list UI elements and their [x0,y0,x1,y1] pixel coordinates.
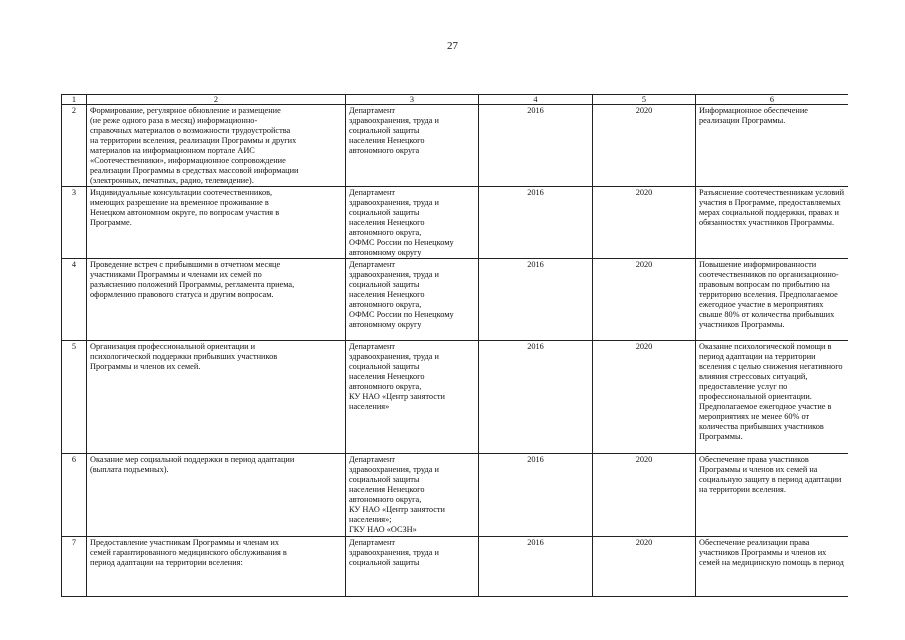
result-cell-line: профессиональной ориентации. [699,392,812,401]
activity-cell [87,537,346,597]
row-number-cell: 6 [62,454,87,537]
activity-cell-line: (выплата подъемных). [90,465,169,474]
result-cell-line: Разъяснение соотечественникам условий [699,188,845,197]
result-cell-line: Обеспечение реализации права [699,538,810,547]
executor-cell-line: Департамент [349,538,396,547]
executor-cell-line: Департамент [349,106,396,115]
activity-cell-line: Индивидуальные консультации соотечественников, [90,188,273,197]
executor-cell-line: ОФМС России по Ненецкому [349,310,454,319]
result-cell-line: период адаптации на территории [699,352,816,361]
end-year-cell: 2020 [593,341,696,454]
executor-cell-line: автономного округа, [349,382,422,391]
activity-cell [87,187,346,259]
activity-cell-line: имеющих разрешение на временное проживание в [90,198,269,207]
executor-cell-line: населения Ненецкого [349,136,425,145]
result-cell-line: участников Программы и членов их [699,548,827,557]
activity-cell [87,454,346,537]
activity-cell-line: семей гарантированного медицинского обслуживания в [90,548,287,557]
executor-cell-line: населения Ненецкого [349,372,425,381]
result-cell-line: социальную защиту в период адаптации [699,475,842,484]
executor-cell [346,454,479,537]
executor-cell-line: здравоохранения, труда и [349,352,439,361]
activity-cell-line: «Соотечественники», информационное сопровождение [90,156,286,165]
result-cell-line: участия в Программе, предоставляемых [699,198,841,207]
executor-cell-line: автономного округа, [349,228,422,237]
table-row [62,187,849,259]
result-cell-line: влияния стрессовых ситуаций, [699,372,808,381]
result-cell-line: территорию вселения. Предполагаемое [699,290,838,299]
executor-cell-line: автономного округа [349,146,420,155]
result-cell-line: Предполагаемое ежегодное участие в [699,402,832,411]
executor-cell-line: Департамент [349,188,396,197]
activity-cell-line: психологической поддержки прибывших участников [90,352,278,361]
start-year-cell: 2016 [479,187,593,259]
activity-cell-line: Проведение встреч с прибывшими в отчетном месяце [90,260,281,269]
activity-cell [87,105,346,187]
executor-cell-line: КУ НАО «Центр занятости [349,392,446,401]
executor-cell-line: здравоохранения, труда и [349,465,439,474]
executor-cell-line: населения» [349,402,390,411]
program-activities-table [61,94,848,597]
column-header: 2 [87,95,346,105]
executor-cell [346,537,479,597]
executor-cell [346,259,479,341]
executor-cell [346,187,479,259]
executor-cell-line: населения Ненецкого [349,218,425,227]
executor-cell-line: автономного округа, [349,300,422,309]
executor-cell-line: населения Ненецкого [349,485,425,494]
result-cell-line: реализации Программы. [699,116,786,125]
end-year-cell: 2020 [593,187,696,259]
result-cell-line: вселения с целью снижения негативного [699,362,843,371]
activity-cell-line: справочных материалов о возможности трудоустройства [90,126,291,135]
table-row [62,454,849,537]
end-year-cell: 2020 [593,537,696,597]
row-number-cell: 2 [62,105,87,187]
result-cell-line: соотечественников по организационно- [699,270,839,279]
result-cell-line: ежегодное участие в мероприятиях [699,300,824,309]
executor-cell-line: ОФМС России по Ненецкому [349,238,454,247]
executor-cell [346,105,479,187]
activity-cell [87,259,346,341]
result-cell [696,537,849,597]
executor-cell-line: здравоохранения, труда и [349,270,439,279]
result-cell-line: мерах социальной поддержки, правах и [699,208,839,217]
result-cell-line: правовым вопросам по прибытию на [699,280,830,289]
result-cell-line: Обеспечение права участников [699,455,809,464]
executor-cell-line: автономному округу [349,320,422,329]
program-table-wrapper [61,94,848,640]
activity-cell-line: оформлению правового статуса и другим вопросам. [90,290,274,299]
row-number-cell: 4 [62,259,87,341]
executor-cell-line: ГКУ НАО «ОСЗН» [349,525,417,534]
page-number: 27 [447,40,458,52]
column-header: 3 [346,95,479,105]
activity-cell-line: участниками Программы и членами их семей по [90,270,262,279]
column-header: 6 [696,95,849,105]
start-year-cell: 2016 [479,341,593,454]
column-header: 1 [62,95,87,105]
executor-cell-line: здравоохранения, труда и [349,548,439,557]
activity-cell-line: материалов на информационном портале АИС [90,146,255,155]
executor-cell-line: социальной защиты [349,362,420,371]
end-year-cell: 2020 [593,259,696,341]
executor-cell-line: населения Ненецкого [349,290,425,299]
activity-cell-line: разъяснению положений Программы, регламента приема, [90,280,295,289]
activity-cell-line: Оказание мер социальной поддержки в период адаптации [90,455,295,464]
column-header: 5 [593,95,696,105]
executor-cell-line: автономного округа, [349,495,422,504]
table-row [62,341,849,454]
column-header: 4 [479,95,593,105]
activity-cell-line: на территории вселения, реализации Программы и других [90,136,297,145]
table-row [62,537,849,597]
executor-cell-line: КУ НАО «Центр занятости [349,505,446,514]
result-cell-line: на территории вселения. [699,485,786,494]
executor-cell-line: автономному округу [349,248,422,257]
executor-cell-line: населения»; [349,515,392,524]
result-cell-line: мероприятиях не менее 60% от [699,412,810,421]
activity-cell-line: Организация профессиональной ориентации и [90,342,256,351]
executor-cell-line: Департамент [349,260,396,269]
result-cell-line: семей на медицинскую помощь в период [699,558,844,567]
activity-cell-line: Программы и членов их семей. [90,362,201,371]
result-cell-line: свыше 80% от количества прибывших [699,310,835,319]
end-year-cell: 2020 [593,454,696,537]
activity-cell-line: Предоставление участникам Программы и членам их [90,538,279,547]
result-cell [696,187,849,259]
row-number-cell: 3 [62,187,87,259]
row-number-cell: 7 [62,537,87,597]
executor-cell-line: социальной защиты [349,280,420,289]
executor-cell [346,341,479,454]
activity-cell-line: Программе. [90,218,132,227]
result-cell [696,259,849,341]
start-year-cell: 2016 [479,105,593,187]
executor-cell-line: социальной защиты [349,208,420,217]
activity-cell-line: (не реже одного раза в месяц) информационно- [90,116,258,125]
executor-cell-line: социальной защиты [349,558,420,567]
start-year-cell: 2016 [479,454,593,537]
result-cell-line: Информационное обеспечение [699,106,808,115]
activity-cell-line: Формирование, регулярное обновление и размещение [90,106,281,115]
start-year-cell: 2016 [479,259,593,341]
table-header-row [62,95,849,105]
executor-cell-line: здравоохранения, труда и [349,198,439,207]
activity-cell-line: реализации Программы в средствах массовой информации [90,166,299,175]
activity-cell [87,341,346,454]
start-year-cell: 2016 [479,537,593,597]
activity-cell-line: период адаптации на территории вселения: [90,558,243,567]
row-number-cell: 5 [62,341,87,454]
end-year-cell: 2020 [593,105,696,187]
executor-cell-line: социальной защиты [349,126,420,135]
result-cell [696,454,849,537]
result-cell-line: количества прибывших участников [699,422,824,431]
activity-cell-line: (электронных, печатных, радио, телевидение). [90,176,254,185]
result-cell-line: участников Программы. [699,320,785,329]
result-cell [696,341,849,454]
result-cell-line: Программы и членов их семей на [699,465,818,474]
table-row [62,259,849,341]
result-cell-line: Оказание психологической помощи в [699,342,832,351]
result-cell-line: Повышение информированности [699,260,817,269]
executor-cell-line: Департамент [349,342,396,351]
activity-cell-line: Ненецком автономном округе, по вопросам участия в [90,208,280,217]
result-cell-line: предоставление услуг по [699,382,788,391]
result-cell [696,105,849,187]
result-cell-line: обязанностях участников Программы. [699,218,835,227]
executor-cell-line: социальной защиты [349,475,420,484]
table-row [62,105,849,187]
executor-cell-line: Департамент [349,455,396,464]
result-cell-line: Программы. [699,432,743,441]
executor-cell-line: здравоохранения, труда и [349,116,439,125]
